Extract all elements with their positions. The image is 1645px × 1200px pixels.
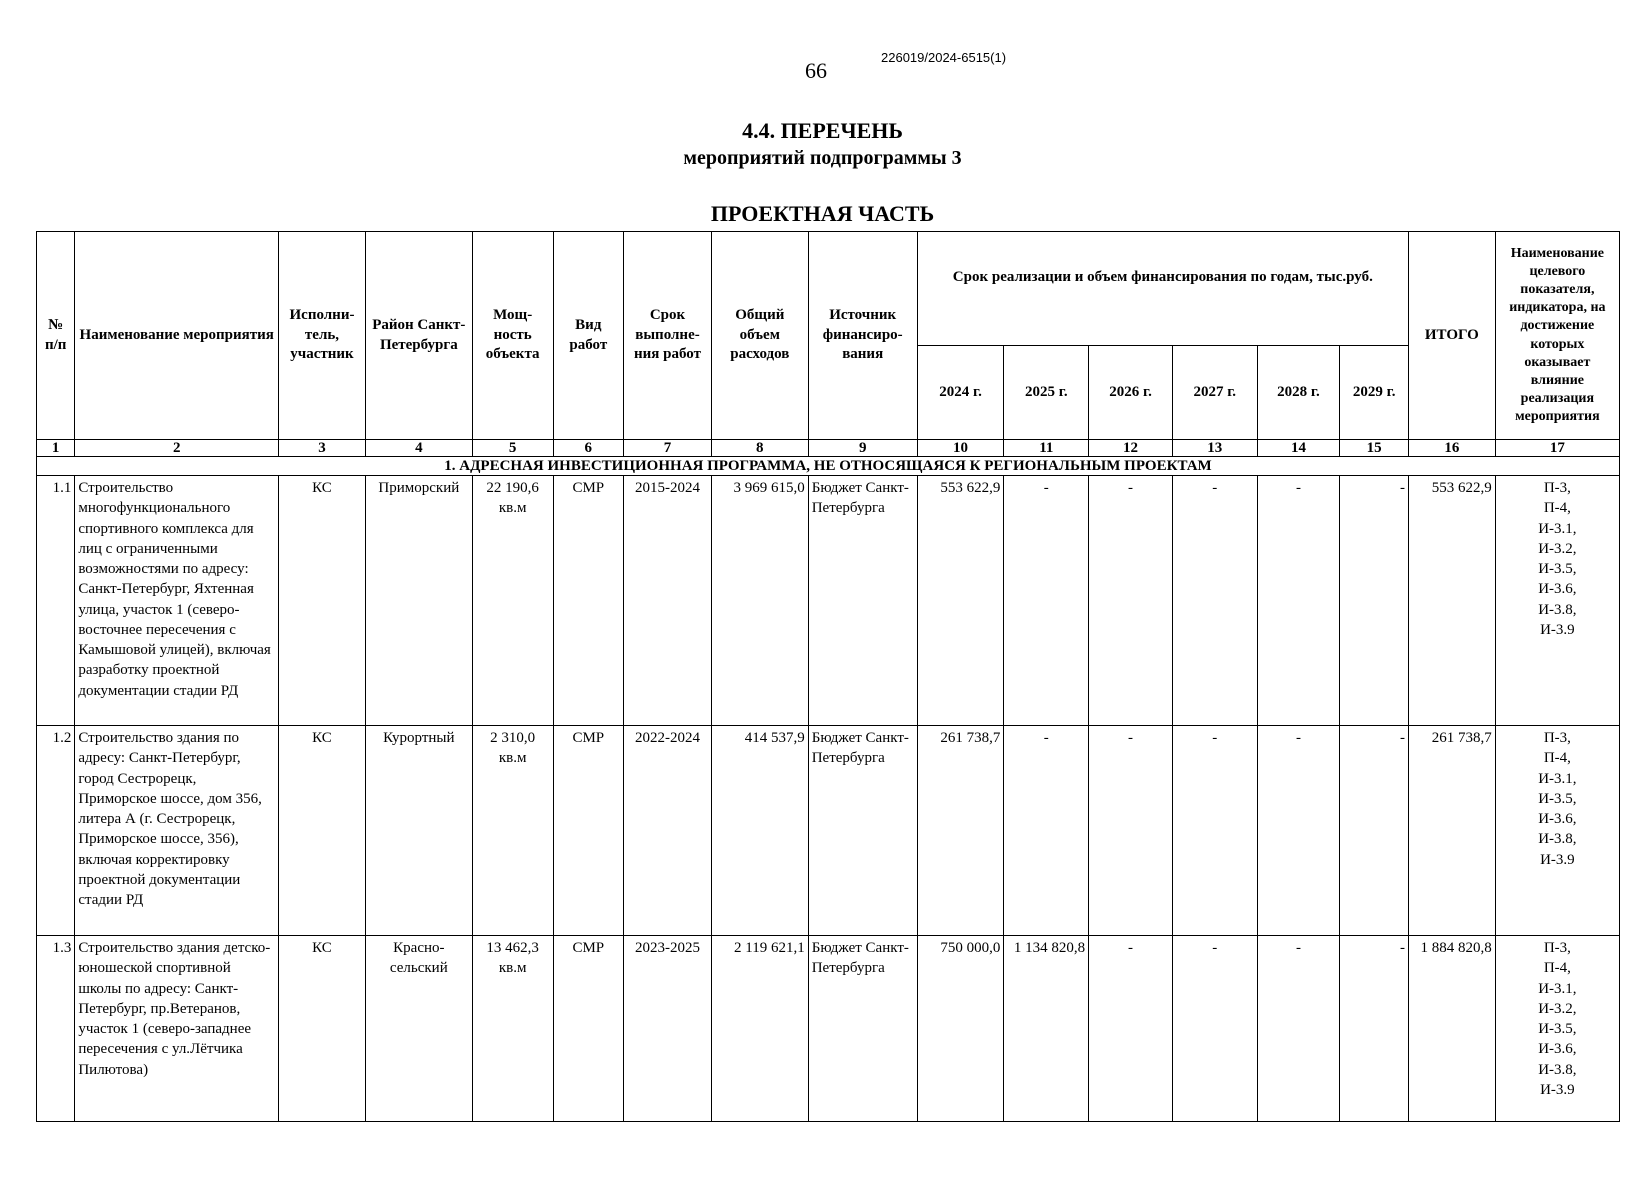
amount-2026: -: [1089, 726, 1173, 936]
indicator-item: И-3.1,: [1538, 980, 1577, 997]
indicator-item: П-3,: [1543, 480, 1571, 496]
amount-2028: -: [1257, 936, 1340, 1122]
itogo-amount: 261 738,7: [1408, 726, 1495, 936]
document-subtitle: мероприятий подпрограммы 3: [683, 147, 962, 169]
indicator-item: П-4,: [1543, 750, 1571, 767]
period: 2015-2024: [624, 476, 712, 726]
amount-2025: -: [1004, 476, 1089, 726]
amount-2027: -: [1172, 476, 1257, 726]
funding-source: Бюджет Санкт-Петербурга: [808, 936, 917, 1122]
row-number: 1.1: [37, 476, 75, 726]
col-number: 7: [624, 440, 712, 457]
amount-2026: -: [1089, 936, 1173, 1122]
itogo-amount: 1 884 820,8: [1408, 936, 1495, 1122]
col-number: 1: [37, 440, 75, 457]
header-financing: Срок реализации и объем финансирования по годам, тыс.руб.: [917, 232, 1408, 346]
section-row: [37, 457, 1620, 476]
amount-2027: -: [1172, 936, 1257, 1122]
header-work-type: Вид работ: [553, 232, 624, 440]
header-indicator: Наименование целевого показателя, индикатора, на достижение которых оказывает влияние реализация мероприятия: [1495, 232, 1619, 440]
document-title: 4.4. ПЕРЕЧЕНЬ: [742, 118, 903, 143]
header-itogo: ИТОГО: [1408, 232, 1495, 440]
header-name: Наименование мероприятия: [75, 232, 279, 440]
col-number: 10: [917, 440, 1004, 457]
executor: КС: [279, 476, 366, 726]
header-year-2027: 2027 г.: [1172, 346, 1257, 440]
work-type: СМР: [553, 936, 624, 1122]
amount-2029: -: [1340, 936, 1409, 1122]
capacity: 13 462,3 кв.м: [472, 936, 553, 1122]
indicator-item: И-3.6,: [1538, 811, 1577, 827]
col-number: 14: [1257, 440, 1340, 457]
col-number: 6: [553, 440, 624, 457]
indicator-item: И-3.6,: [1538, 581, 1577, 598]
document-id: 226019/2024-6515(1): [881, 50, 1007, 65]
col-number: 2: [75, 440, 279, 457]
district: Приморский: [365, 476, 472, 726]
col-number: 13: [1172, 440, 1257, 457]
period: 2023-2025: [624, 936, 712, 1122]
indicator-list: [1495, 726, 1619, 936]
table-row: [37, 936, 1620, 1122]
amount-2028: -: [1257, 476, 1340, 726]
row-number: 1.3: [37, 936, 75, 1122]
indicator-item: И-3.1,: [1538, 770, 1577, 787]
amount-2029: -: [1340, 476, 1409, 726]
part-title: ПРОЕКТНАЯ ЧАСТЬ: [710, 201, 935, 226]
header-capacity: Мощ-ность объекта: [472, 232, 553, 440]
table-row: [37, 476, 1620, 726]
header-executor: Исполни-тель, участник: [279, 232, 366, 440]
indicator-item: И-3.5,: [1538, 790, 1577, 807]
executor: КС: [279, 936, 366, 1122]
indicator-item: И-3.2,: [1538, 540, 1577, 557]
indicator-item: И-3.5,: [1538, 1021, 1577, 1037]
measures-table: [36, 231, 1620, 1122]
col-number: 11: [1004, 440, 1089, 457]
amount-2025: 1 134 820,8: [1004, 936, 1089, 1122]
capacity: 22 190,6 кв.м: [472, 476, 553, 726]
indicator-item: И-3.9: [1540, 621, 1575, 638]
section-title: 1. АДРЕСНАЯ ИНВЕСТИЦИОННАЯ ПРОГРАММА, НЕ ОТНОСЯЩАЯСЯ К РЕГИОНАЛЬНЫМ ПРОЕКТАМ: [37, 457, 1620, 476]
indicator-item: И-3.8,: [1538, 831, 1577, 848]
header-year-2028: 2028 г.: [1257, 346, 1340, 440]
indicator-item: П-3,: [1543, 730, 1571, 746]
indicator-item: И-3.8,: [1538, 601, 1577, 618]
col-number: 12: [1089, 440, 1173, 457]
indicator-item: И-3.9: [1540, 851, 1575, 868]
col-number: 9: [808, 440, 917, 457]
funding-source: Бюджет Санкт-Петербурга: [808, 476, 917, 726]
indicator-item: П-3,: [1543, 940, 1571, 956]
measure-name: Строительство многофункционального спортивного комплекса для лиц с ограниченными возможностями по адресу: Санкт-Петербург, Яхтенная улица, участок 1 (северо-восточнее пересечения с Камышовой улицей), включая разработку проектной документации стадии РД: [75, 476, 279, 726]
itogo-amount: 553 622,9: [1408, 476, 1495, 726]
total-cost: 2 119 621,1: [711, 936, 808, 1122]
period: 2022-2024: [624, 726, 712, 936]
funding-source: Бюджет Санкт-Петербурга: [808, 726, 917, 936]
row-number: 1.2: [37, 726, 75, 936]
district: Курортный: [365, 726, 472, 936]
header-year-2024: 2024 г.: [917, 346, 1004, 440]
amount-2027: -: [1172, 726, 1257, 936]
total-cost: 414 537,9: [711, 726, 808, 936]
amount-2028: -: [1257, 726, 1340, 936]
measure-name: Строительство здания детско-юношеской спортивной школы по адресу: Санкт-Петербург, пр.Ветеранов, участок 1 (северо-западнее пересечения с ул.Лётчика Пилютова): [75, 936, 279, 1122]
measure-name: Строительство здания по адресу: Санкт-Петербург, город Сестрорецк, Приморское шоссе, дом 356, литера А (г. Сестрорецк, Приморское шоссе, 356), включая корректировку проектной документации стадии РД: [75, 726, 279, 936]
header-total-cost: Общий объем расходов: [711, 232, 808, 440]
amount-2024: 261 738,7: [917, 726, 1004, 936]
amount-2026: -: [1089, 476, 1173, 726]
district: Красно-сельский: [365, 936, 472, 1122]
header-year-2025: 2025 г.: [1004, 346, 1089, 440]
col-number: 4: [365, 440, 472, 457]
indicator-list: [1495, 476, 1619, 726]
page-number: 66: [805, 58, 827, 83]
header-num: № п/п: [37, 232, 75, 440]
amount-2024: 750 000,0: [917, 936, 1004, 1122]
indicator-item: П-4,: [1543, 960, 1571, 977]
work-type: СМР: [553, 476, 624, 726]
col-number: 15: [1340, 440, 1409, 457]
header-period: Срок выполне-ния работ: [624, 232, 712, 440]
indicator-item: П-4,: [1543, 500, 1571, 517]
col-number: 5: [472, 440, 553, 457]
col-number: 16: [1408, 440, 1495, 457]
total-cost: 3 969 615,0: [711, 476, 808, 726]
executor: КС: [279, 726, 366, 936]
indicator-item: И-3.1,: [1538, 520, 1577, 537]
amount-2025: -: [1004, 726, 1089, 936]
indicator-item: И-3.2,: [1538, 1000, 1577, 1017]
col-number: 17: [1495, 440, 1619, 457]
column-number-row: [37, 440, 1620, 457]
col-number: 3: [279, 440, 366, 457]
header-district: Район Санкт-Петербурга: [365, 232, 472, 440]
work-type: СМР: [553, 726, 624, 936]
indicator-item: И-3.8,: [1538, 1061, 1577, 1078]
header-year-2026: 2026 г.: [1089, 346, 1173, 440]
table-row: [37, 726, 1620, 936]
capacity: 2 310,0 кв.м: [472, 726, 553, 936]
header-source: Источник финансиро-вания: [808, 232, 917, 440]
amount-2024: 553 622,9: [917, 476, 1004, 726]
indicator-item: И-3.6,: [1538, 1041, 1577, 1058]
indicator-item: И-3.5,: [1538, 561, 1577, 577]
indicator-item: И-3.9: [1540, 1081, 1575, 1098]
indicator-list: [1495, 936, 1619, 1122]
amount-2029: -: [1340, 726, 1409, 936]
col-number: 8: [711, 440, 808, 457]
header-year-2029: 2029 г.: [1340, 346, 1409, 440]
